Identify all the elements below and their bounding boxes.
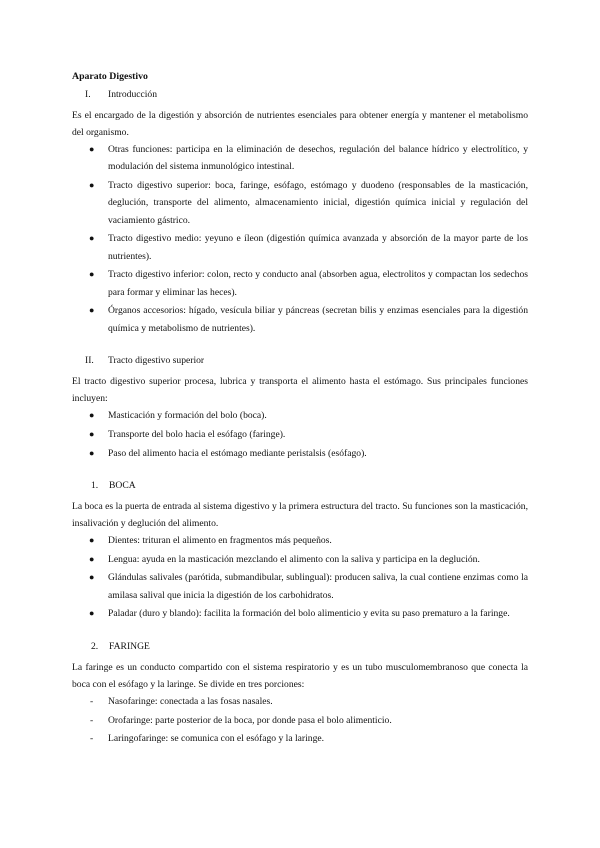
list-item bbox=[72, 177, 528, 229]
bullet-marker: ● bbox=[89, 180, 95, 190]
section-number: 2. bbox=[91, 640, 99, 652]
dash-marker: - bbox=[90, 695, 94, 707]
bullet-marker: ● bbox=[89, 429, 95, 439]
list-item bbox=[72, 712, 528, 729]
list-item-text: Paso del alimento hacia el estómago mediante peristalsis (esófago). bbox=[108, 447, 367, 459]
list-item bbox=[72, 730, 528, 747]
dash-marker: - bbox=[90, 733, 94, 745]
bullet-marker: ● bbox=[89, 447, 95, 458]
faringe-dash-list bbox=[72, 693, 528, 748]
document-title: Aparato Digestivo bbox=[72, 71, 148, 82]
list-item bbox=[72, 426, 528, 443]
list-item-text: Paladar (duro y blando): facilita la formación del bolo alimenticio y evita su paso prematuro a la faringe. bbox=[108, 608, 510, 620]
bullet-marker: ● bbox=[89, 553, 95, 564]
list-item bbox=[72, 693, 528, 710]
document-page bbox=[72, 70, 528, 749]
bullet-marker: ● bbox=[89, 144, 95, 154]
bullet-marker: ● bbox=[89, 305, 95, 316]
list-item-text: Tracto digestivo inferior: colon, recto y conducto anal (absorben agua, electrolitos y compactan los sedechos para formar y eliminar las heces). bbox=[108, 269, 528, 298]
list-item bbox=[72, 569, 528, 604]
intro-bullet-list bbox=[72, 141, 528, 337]
bullet-marker: ● bbox=[89, 535, 95, 546]
dash-marker: - bbox=[90, 714, 94, 726]
list-item-text: Órganos accesorios: hígado, vesícula biliar y páncreas (secretan bilis y enzimas esenciales para la digestión química y metabolismo de nutrientes). bbox=[108, 305, 528, 334]
list-item-text: Tracto digestivo medio: yeyuno e íleon (digestión química avanzada y absorción de la mayor parte de los nutrientes). bbox=[108, 233, 528, 262]
section-heading-boca bbox=[72, 479, 528, 492]
list-item-text: Glándulas salivales (parótida, submandibular, sublingual): producen saliva, la cual contiene enzimas como la amilasa salival que inicia la digestión de los carbohidratos. bbox=[108, 572, 528, 601]
list-item bbox=[72, 230, 528, 265]
list-item bbox=[72, 266, 528, 301]
bullet-marker: ● bbox=[89, 410, 95, 421]
list-item-text: Masticación y formación del bolo (boca). bbox=[108, 410, 267, 422]
superior-bullet-list bbox=[72, 407, 528, 462]
section-number: I. bbox=[85, 89, 91, 100]
list-item bbox=[72, 407, 528, 424]
bullet-marker: ● bbox=[89, 233, 95, 244]
section-title: Tracto digestivo superior bbox=[108, 355, 205, 367]
boca-paragraph: La boca es la puerta de entrada al sistema digestivo y la primera estructura del tracto. Su funciones son la masticación, insalivación y deglución del alimento. bbox=[72, 501, 528, 530]
list-item bbox=[72, 551, 528, 568]
list-item bbox=[72, 605, 528, 622]
section-number: 1. bbox=[91, 480, 99, 492]
list-item-text: Tracto digestivo superior: boca, faringe, esófago, estómago y duodeno (responsables de la masticación, deglución, transporte del alimento, almacenamiento inicial, digestión química inicial y regulación del vaciamiento gástrico. bbox=[108, 180, 528, 226]
list-item-text: Dientes: trituran el alimento en fragmentos más pequeños. bbox=[108, 535, 332, 547]
list-item bbox=[72, 302, 528, 337]
section-heading-faringe bbox=[72, 640, 528, 653]
list-item-text: Otras funciones: participa en la eliminación de desechos, regulación del balance hídrico y electrolítico, y modulación del sistema inmunológico intestinal. bbox=[108, 144, 528, 173]
section-title: Introducción bbox=[108, 89, 158, 100]
list-item bbox=[72, 445, 528, 462]
list-item-text: Orofaringe: parte posterior de la boca, por donde pasa el bolo alimenticio. bbox=[108, 714, 392, 726]
bullet-marker: ● bbox=[89, 608, 95, 619]
list-item-text: Laringofaringe: se comunica con el esófago y la laringe. bbox=[108, 733, 325, 745]
section-heading-tracto-superior bbox=[72, 354, 528, 367]
section-number: II. bbox=[85, 355, 94, 367]
section-title: BOCA bbox=[109, 480, 136, 492]
boca-bullet-list bbox=[72, 532, 528, 623]
superior-paragraph: El tracto digestivo superior procesa, lubrica y transporta el alimento hasta el estómago. Sus principales funciones incluyen: bbox=[72, 376, 528, 405]
list-item bbox=[72, 141, 528, 176]
intro-paragraph: Es el encargado de la digestión y absorción de nutrientes esenciales para obtener energía y mantener el metabolismo del organismo. bbox=[72, 110, 528, 138]
list-item-text: Lengua: ayuda en la masticación mezclando el alimento con la saliva y participa en la deglución. bbox=[108, 553, 480, 565]
section-heading-introduccion bbox=[72, 88, 528, 101]
bullet-marker: ● bbox=[89, 269, 95, 280]
list-item-text: Transporte del bolo hacia el esófago (faringe). bbox=[108, 429, 286, 440]
bullet-marker: ● bbox=[89, 572, 95, 583]
faringe-paragraph: La faringe es un conducto compartido con el sistema respiratorio y es un tubo musculomembranoso que conecta la boca con el esófago y la laringe. Se divide en tres porciones: bbox=[72, 661, 528, 690]
list-item bbox=[72, 532, 528, 549]
list-item-text: Nasofaringe: conectada a las fosas nasales. bbox=[108, 695, 273, 707]
section-title: FARINGE bbox=[109, 640, 150, 652]
